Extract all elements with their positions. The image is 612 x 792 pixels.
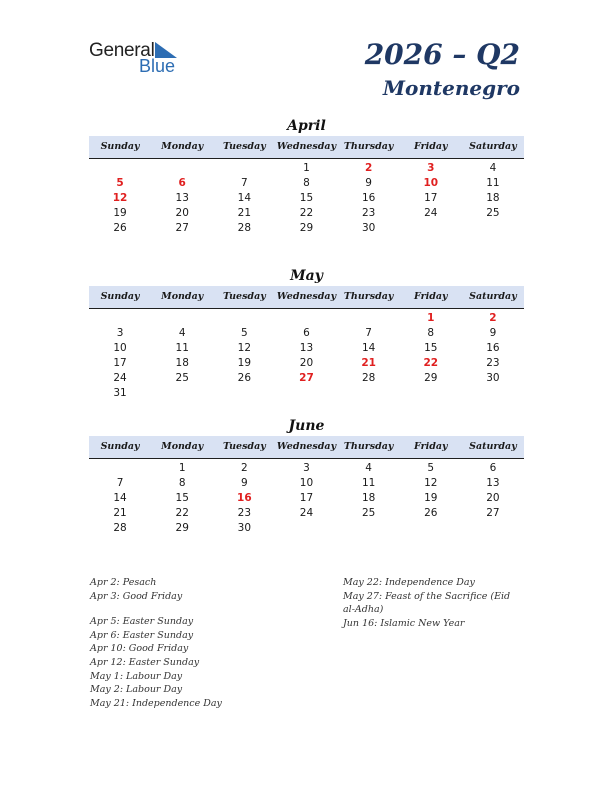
weekday-label: Wednesday xyxy=(276,441,337,452)
weeks xyxy=(89,309,524,401)
holiday-note: Apr 6: Easter Sunday xyxy=(90,629,194,641)
day-cell: 3 xyxy=(116,327,124,339)
notes-group-a xyxy=(90,576,330,603)
week-row xyxy=(89,191,524,206)
holiday-note: May 2: Labour Day xyxy=(90,684,183,696)
holiday-note: May 1: Labour Day xyxy=(90,670,183,682)
day-cell: 4 xyxy=(489,162,497,174)
day-cell: 13 xyxy=(299,342,314,354)
day-cell: 8 xyxy=(427,327,435,339)
holiday-day-cell: 2 xyxy=(489,312,497,324)
day-cell: 29 xyxy=(175,522,189,534)
weeks xyxy=(89,159,524,236)
day-cell: 8 xyxy=(178,477,186,489)
day-cell: 16 xyxy=(361,192,376,204)
day-cell xyxy=(89,461,151,476)
day-cell xyxy=(338,311,400,326)
day-cell: 22 xyxy=(299,207,314,219)
weekday-label: Tuesday xyxy=(222,141,266,152)
week-row xyxy=(89,371,524,386)
week-row xyxy=(89,221,524,236)
day-cell: 28 xyxy=(361,372,376,384)
month-april xyxy=(89,116,524,236)
day-cell: 12 xyxy=(237,342,252,354)
holiday-day-cell: 22 xyxy=(423,357,439,369)
weekday-header-row xyxy=(89,436,524,459)
day-cell: 21 xyxy=(113,507,127,519)
day-cell: 15 xyxy=(424,342,438,354)
day-cell: 28 xyxy=(237,222,252,234)
day-cell xyxy=(213,161,275,176)
day-cell: 30 xyxy=(486,372,500,384)
weekday-label: Monday xyxy=(161,291,204,302)
day-cell: 13 xyxy=(175,192,189,204)
day-cell: 11 xyxy=(486,177,500,189)
day-cell: 6 xyxy=(489,462,497,474)
day-cell xyxy=(89,161,151,176)
holiday-day-cell: 3 xyxy=(427,162,435,174)
day-cell: 24 xyxy=(113,372,127,384)
day-cell xyxy=(213,311,275,326)
day-cell: 13 xyxy=(486,477,500,489)
holiday-note: Apr 2: Pesach xyxy=(90,577,157,588)
week-row xyxy=(89,476,524,491)
holiday-day-cell: 16 xyxy=(237,492,252,504)
weekday-label: Saturday xyxy=(469,141,517,152)
holiday-day-cell: 1 xyxy=(427,312,435,324)
day-cell: 1 xyxy=(303,162,310,174)
day-cell: 5 xyxy=(241,327,248,339)
day-cell: 7 xyxy=(116,477,124,489)
day-cell: 26 xyxy=(237,372,252,384)
weekday-label: Sunday xyxy=(100,441,140,452)
holiday-notes-left xyxy=(90,576,330,710)
day-cell xyxy=(213,386,275,401)
month-name: April xyxy=(287,118,326,134)
day-cell: 28 xyxy=(113,522,127,534)
month-may xyxy=(89,266,524,401)
weekday-header-row xyxy=(89,136,524,159)
day-cell: 15 xyxy=(299,192,314,204)
day-cell: 20 xyxy=(175,207,189,219)
weekday-label: Friday xyxy=(414,141,448,152)
day-cell xyxy=(275,311,337,326)
day-cell xyxy=(151,311,213,326)
holiday-day-cell: 10 xyxy=(423,177,439,189)
holiday-day-cell: 27 xyxy=(299,372,314,384)
weekday-label: Wednesday xyxy=(276,141,337,152)
day-cell: 8 xyxy=(303,177,310,189)
week-row xyxy=(89,506,524,521)
weekday-label: Friday xyxy=(414,441,448,452)
holiday-day-cell: 21 xyxy=(361,357,376,369)
day-cell: 5 xyxy=(427,462,435,474)
logo xyxy=(89,40,189,76)
day-cell: 10 xyxy=(113,342,127,354)
day-cell xyxy=(275,521,337,536)
day-cell xyxy=(275,386,337,401)
week-row xyxy=(89,491,524,506)
weekday-label: Wednesday xyxy=(276,291,337,302)
week-row xyxy=(89,311,524,326)
page-subtitle: Montenegro xyxy=(382,76,520,100)
day-cell: 14 xyxy=(113,492,127,504)
day-cell: 25 xyxy=(486,207,500,219)
day-cell: 12 xyxy=(424,477,438,489)
holiday-day-cell: 5 xyxy=(116,177,124,189)
holiday-note: May 22: Independence Day xyxy=(343,577,475,588)
week-row xyxy=(89,386,524,401)
day-cell: 9 xyxy=(365,177,372,189)
day-cell: 23 xyxy=(361,207,376,219)
day-cell xyxy=(462,221,524,236)
day-cell: 7 xyxy=(241,177,248,189)
holiday-note: Apr 12: Easter Sunday xyxy=(90,656,200,668)
weekday-label: Tuesday xyxy=(222,291,266,302)
day-cell: 1 xyxy=(178,462,186,474)
notes-group-b xyxy=(90,615,330,710)
day-cell: 20 xyxy=(299,357,314,369)
weekday-label: Sunday xyxy=(100,141,140,152)
holiday-note: May 21: Independence Day xyxy=(90,697,222,709)
day-cell: 25 xyxy=(175,372,189,384)
holiday-day-cell: 6 xyxy=(178,177,186,189)
day-cell: 19 xyxy=(424,492,438,504)
day-cell: 15 xyxy=(175,492,189,504)
day-cell: 11 xyxy=(175,342,189,354)
weekday-label: Saturday xyxy=(469,441,517,452)
day-cell xyxy=(400,521,462,536)
holiday-day-cell: 12 xyxy=(112,192,128,204)
day-cell xyxy=(462,521,524,536)
notes-gap xyxy=(90,603,330,615)
day-cell xyxy=(89,311,151,326)
weekday-label: Tuesday xyxy=(222,441,266,452)
month-name: June xyxy=(288,418,325,434)
day-cell: 26 xyxy=(424,507,438,519)
day-cell: 20 xyxy=(486,492,500,504)
day-cell: 23 xyxy=(486,357,500,369)
day-cell: 31 xyxy=(113,387,127,399)
holiday-note: Jun 16: Islamic New Year xyxy=(343,617,465,629)
week-row xyxy=(89,161,524,176)
weekday-label: Sunday xyxy=(100,291,140,302)
month-june xyxy=(89,416,524,536)
holiday-day-cell: 2 xyxy=(364,162,373,174)
page-title: 2026 – Q2 xyxy=(364,38,520,71)
day-cell xyxy=(400,221,462,236)
day-cell: 21 xyxy=(237,207,252,219)
day-cell: 9 xyxy=(489,327,497,339)
weeks xyxy=(89,459,524,536)
day-cell: 6 xyxy=(303,327,310,339)
holiday-note: Apr 3: Good Friday xyxy=(90,590,183,602)
day-cell xyxy=(400,386,462,401)
holiday-note: Apr 10: Good Friday xyxy=(90,643,189,655)
day-cell: 19 xyxy=(237,357,252,369)
weekday-header-row xyxy=(89,286,524,309)
weekday-label: Friday xyxy=(414,291,448,302)
day-cell xyxy=(151,386,213,401)
weekday-label: Thursday xyxy=(343,291,394,302)
day-cell: 19 xyxy=(113,207,127,219)
weekday-label: Monday xyxy=(161,141,204,152)
day-cell: 16 xyxy=(486,342,500,354)
weekday-label: Thursday xyxy=(343,441,394,452)
day-cell: 27 xyxy=(486,507,500,519)
holiday-note: May 27: Feast of the Sacrifice (Eid al-Adha) xyxy=(343,590,511,616)
day-cell: 7 xyxy=(365,327,372,339)
day-cell: 18 xyxy=(175,357,189,369)
week-row xyxy=(89,206,524,221)
day-cell: 11 xyxy=(361,477,376,489)
week-row xyxy=(89,341,524,356)
day-cell: 9 xyxy=(241,477,248,489)
day-cell: 18 xyxy=(486,192,500,204)
logo-blue-text: Blue xyxy=(139,56,176,76)
day-cell: 17 xyxy=(299,492,314,504)
day-cell: 4 xyxy=(178,327,186,339)
day-cell: 18 xyxy=(361,492,376,504)
day-cell: 2 xyxy=(241,462,248,474)
day-cell xyxy=(151,161,213,176)
day-cell: 27 xyxy=(175,222,189,234)
logo-general-text: General xyxy=(89,40,155,61)
day-cell xyxy=(338,386,400,401)
day-cell: 25 xyxy=(361,507,376,519)
day-cell: 23 xyxy=(237,507,252,519)
weekday-label: Monday xyxy=(161,441,204,452)
day-cell xyxy=(338,521,400,536)
day-cell: 17 xyxy=(424,192,438,204)
day-cell: 14 xyxy=(237,192,252,204)
weekday-label: Thursday xyxy=(343,141,394,152)
day-cell: 26 xyxy=(113,222,127,234)
day-cell: 24 xyxy=(424,207,438,219)
weekday-label: Saturday xyxy=(469,291,517,302)
week-row xyxy=(89,176,524,191)
day-cell: 14 xyxy=(361,342,376,354)
month-name: May xyxy=(290,268,323,284)
day-cell: 30 xyxy=(361,222,376,234)
day-cell xyxy=(462,386,524,401)
day-cell: 3 xyxy=(303,462,310,474)
day-cell: 29 xyxy=(299,222,314,234)
day-cell: 24 xyxy=(299,507,314,519)
week-row xyxy=(89,356,524,371)
day-cell: 30 xyxy=(237,522,252,534)
week-row xyxy=(89,326,524,341)
week-row xyxy=(89,521,524,536)
day-cell: 22 xyxy=(175,507,189,519)
day-cell: 10 xyxy=(299,477,314,489)
holiday-notes-right xyxy=(343,576,523,630)
day-cell: 4 xyxy=(365,462,372,474)
week-row xyxy=(89,461,524,476)
day-cell: 17 xyxy=(113,357,127,369)
holiday-note: Apr 5: Easter Sunday xyxy=(90,616,194,628)
day-cell: 29 xyxy=(424,372,438,384)
